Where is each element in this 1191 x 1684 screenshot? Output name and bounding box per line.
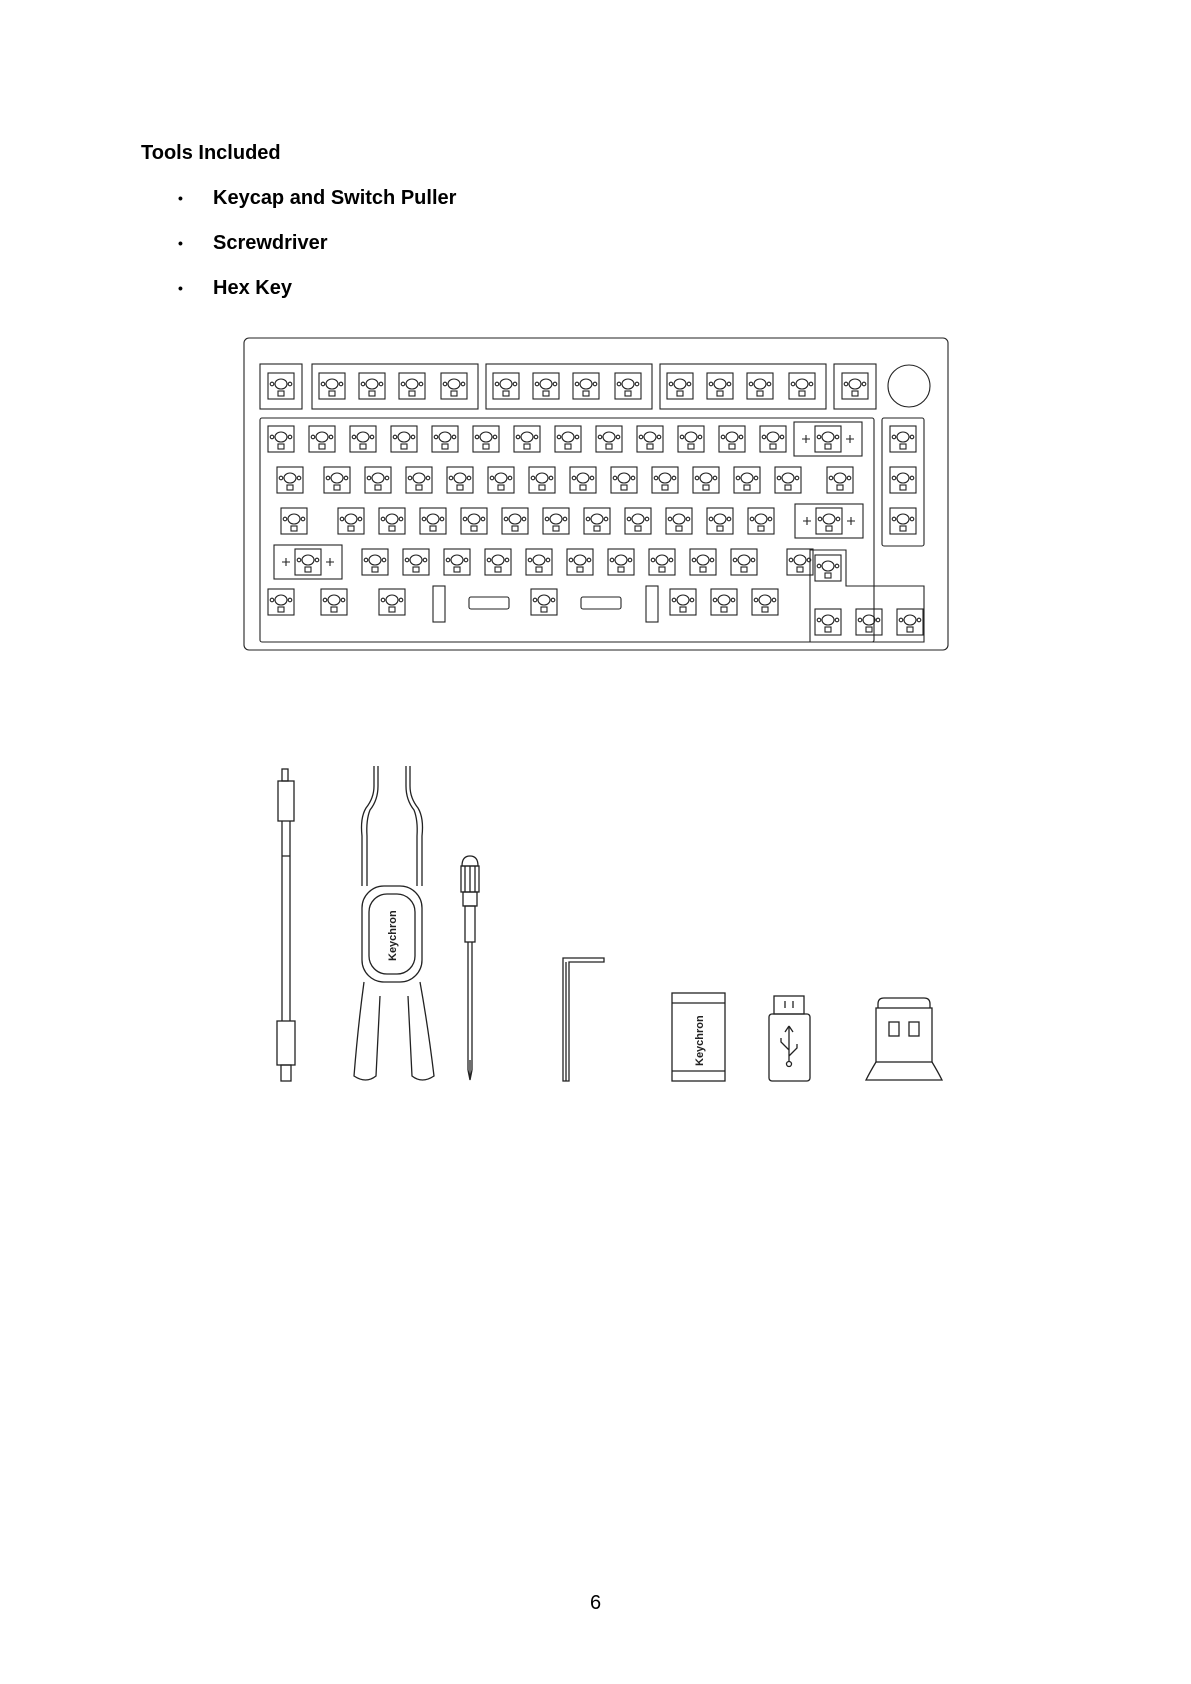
tool-label: Hex Key: [213, 277, 292, 299]
screwdriver-icon: [461, 856, 479, 1080]
list-item: [178, 276, 456, 321]
section-heading: Tools Included: [141, 142, 281, 164]
tool-label: Screwdriver: [213, 232, 328, 254]
page-number: 6: [589, 1592, 602, 1614]
puller-brand-label: Keychron: [387, 910, 399, 961]
bullet-icon: •: [178, 235, 183, 251]
adapter-brand-label: Keychron: [694, 1015, 706, 1066]
knob-cutout: [888, 365, 930, 407]
keyboard-plate-icon: [242, 336, 950, 654]
keycap-switch-puller-icon: [354, 766, 434, 1080]
usb-a-dongle-icon: [866, 998, 942, 1080]
bullet-icon: •: [178, 190, 183, 206]
bullet-icon: •: [178, 280, 183, 296]
usb-c-cable-icon: [277, 769, 295, 1081]
tool-label: Keycap and Switch Puller: [213, 187, 457, 209]
accessories-illustration: [266, 756, 956, 1092]
usb-adapter-icon: [672, 993, 725, 1081]
tools-list: [178, 186, 456, 321]
wireless-receiver-icon: [769, 996, 810, 1081]
list-item: [178, 231, 456, 276]
list-item: [178, 186, 456, 231]
hex-key-icon: [563, 958, 604, 1081]
